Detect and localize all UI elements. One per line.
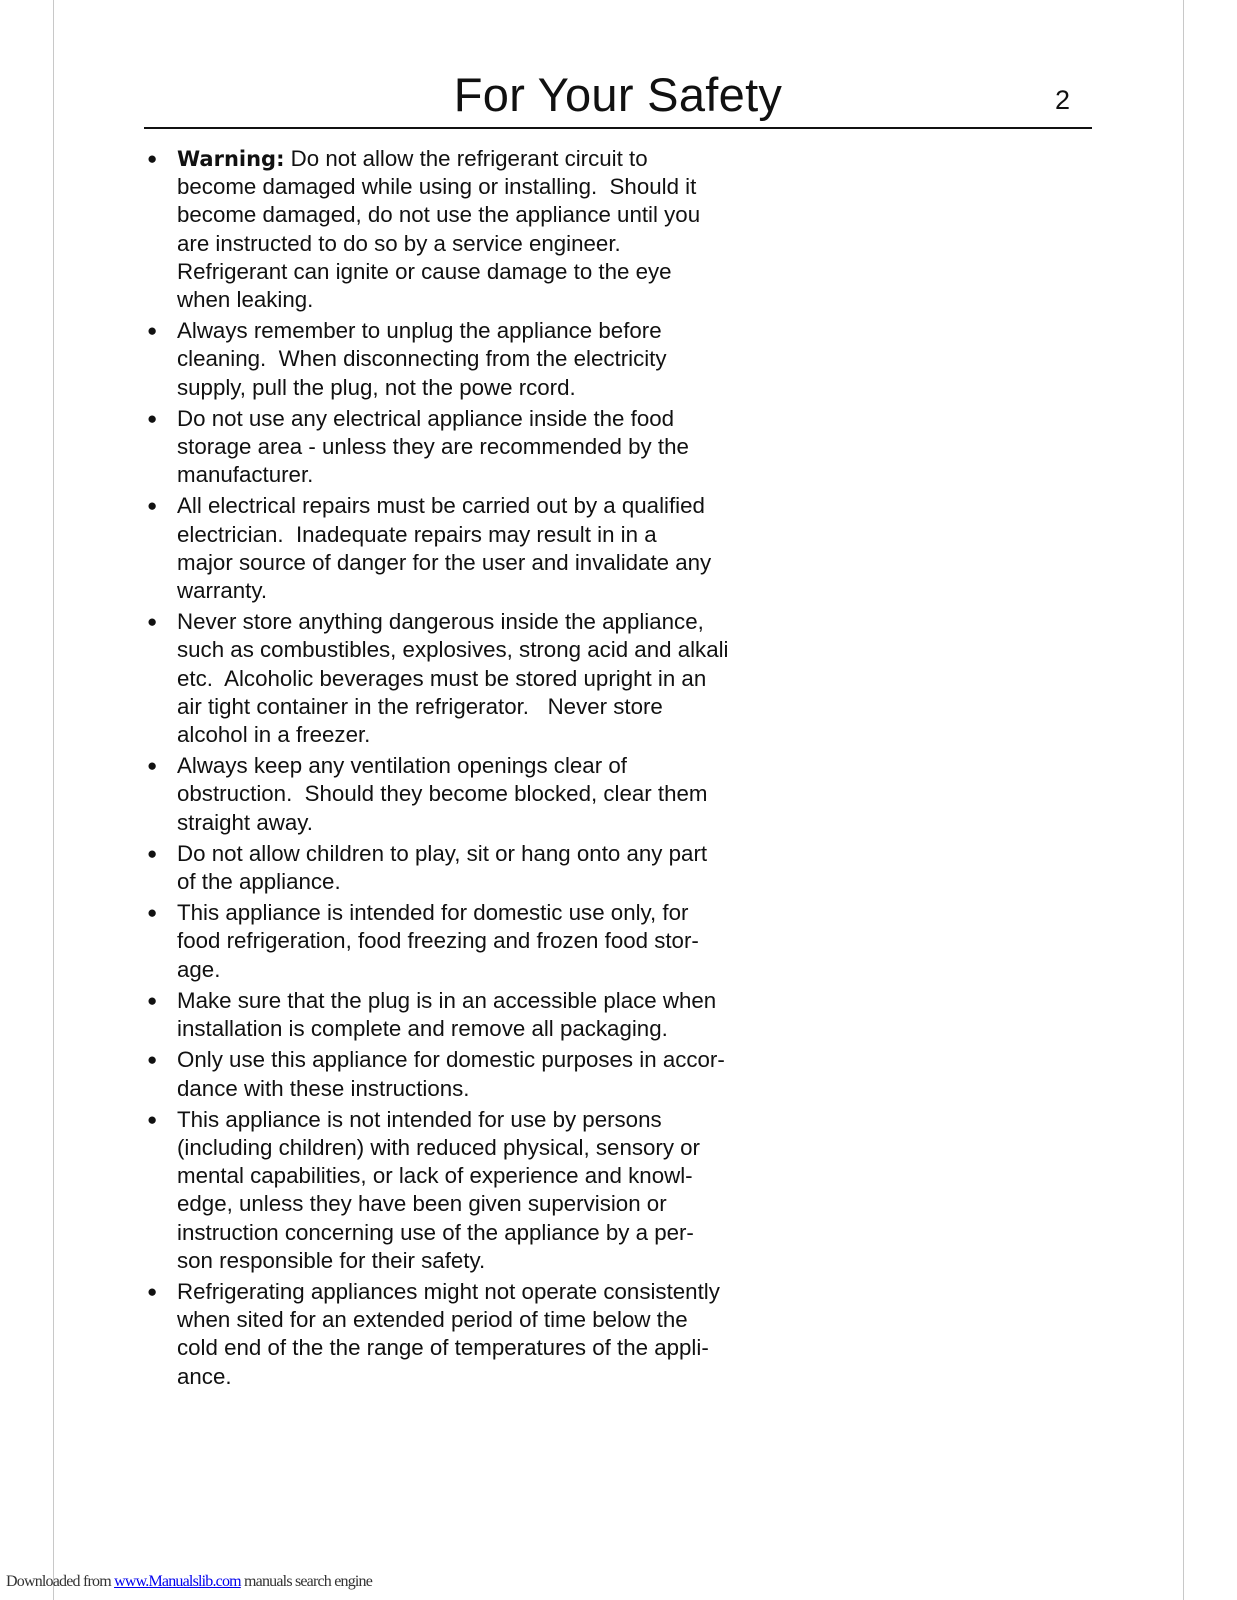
safety-item [144, 1106, 794, 1275]
safety-text-line: Always keep any ventilation openings clear of [177, 753, 627, 779]
safety-text-line: cold end of the the range of temperatures of the appli- [177, 1335, 709, 1361]
page-title: For Your Safety [453, 68, 783, 121]
bullet-icon: ● [147, 1281, 158, 1301]
safety-text-line: mental capabilities, or lack of experience and knowl- [177, 1163, 693, 1189]
safety-item [144, 492, 794, 605]
bullet-icon: ● [147, 990, 158, 1010]
safety-item [144, 1046, 794, 1102]
safety-item [144, 608, 794, 749]
safety-item [144, 317, 794, 402]
safety-text-line: etc. Alcoholic beverages must be stored upright in an [177, 665, 707, 691]
safety-text-line: Always remember to unplug the appliance before [177, 318, 662, 344]
safety-item [144, 987, 794, 1043]
safety-text-line: dance with these instructions. [177, 1075, 470, 1101]
page-edge-right [1183, 0, 1184, 1600]
safety-text-line: when sited for an extended period of time below the [177, 1307, 688, 1333]
safety-text-line: such as combustibles, explosives, strong acid and alkali [177, 637, 729, 663]
bullet-icon: ● [147, 496, 158, 516]
safety-text-line: are instructed to do so by a service engineer. [177, 230, 621, 256]
safety-text-line: All electrical repairs must be carried out by a qualified [177, 493, 705, 519]
bullet-icon: ● [147, 321, 158, 341]
safety-text-line: Do not allow children to play, sit or hang onto any part [177, 840, 708, 866]
safety-text-line: air tight container in the refrigerator. Never store [177, 693, 663, 719]
safety-text-line: edge, unless they have been given supervision or [177, 1191, 667, 1217]
safety-item [144, 405, 794, 490]
safety-text-line: son responsible for their safety. [177, 1247, 486, 1273]
safety-text-line: electrician. Inadequate repairs may result in in a [177, 521, 657, 547]
safety-text-line: when leaking. [177, 287, 314, 313]
safety-text-line: manufacturer. [177, 462, 314, 488]
page-edge-left [53, 0, 54, 1600]
safety-text-line: This appliance is not intended for use by persons [177, 1106, 662, 1132]
safety-text-line: Refrigerant can ignite or cause damage to the eye [177, 258, 672, 284]
safety-text-line: Do not use any electrical appliance inside the food [177, 405, 675, 431]
safety-text-line: This appliance is intended for domestic use only, for [177, 900, 689, 926]
footer-prefix: Downloaded from [6, 1573, 115, 1590]
safety-item [144, 752, 794, 837]
header-rule [144, 127, 1092, 129]
page-header [144, 66, 1092, 128]
safety-text-line [177, 145, 794, 173]
safety-item [144, 1278, 794, 1391]
safety-item [144, 840, 794, 896]
safety-text-line: warranty. [177, 578, 268, 604]
safety-text-line: ance. [177, 1363, 232, 1389]
safety-text-line: food refrigeration, food freezing and frozen food stor- [177, 928, 699, 954]
bullet-icon: ● [147, 408, 158, 428]
safety-text-line: become damaged, do not use the appliance until you [177, 202, 701, 228]
download-footer [6, 1573, 372, 1591]
bullet-icon: ● [147, 756, 158, 776]
safety-text-line: Make sure that the plug is in an accessible place when [177, 987, 717, 1013]
warning-label: Warning: [177, 147, 285, 171]
manualslib-link[interactable]: www.Manualslib.com [114, 1573, 241, 1590]
safety-item [144, 145, 794, 314]
safety-text-line: Never store anything dangerous inside the appliance, [177, 609, 704, 635]
safety-text-line: major source of danger for the user and invalidate any [177, 549, 712, 575]
safety-text-line: cleaning. When disconnecting from the electricity [177, 346, 667, 372]
bullet-icon: ● [147, 903, 158, 923]
safety-text-line: instruction concerning use of the appliance by a per- [177, 1219, 694, 1245]
safety-list [144, 145, 794, 1391]
safety-text-line: storage area - unless they are recommended by the [177, 434, 689, 460]
safety-text-line: obstruction. Should they become blocked, clear them [177, 781, 708, 807]
bullet-icon: ● [147, 612, 158, 632]
safety-text-line: installation is complete and remove all packaging. [177, 1016, 668, 1042]
bullet-icon: ● [147, 149, 158, 168]
bullet-icon: ● [147, 1050, 158, 1070]
safety-text-line: Refrigerating appliances might not operate consistently [177, 1278, 720, 1304]
safety-text-line: supply, pull the plug, not the powe rcord. [177, 374, 576, 400]
safety-text-line: straight away. [177, 809, 313, 835]
safety-text-line: of the appliance. [177, 869, 341, 895]
footer-suffix: manuals search engine [240, 1573, 373, 1590]
bullet-icon: ● [147, 1109, 158, 1129]
warning-text: Do not allow the refrigerant circuit to [284, 146, 648, 171]
safety-item [144, 899, 794, 984]
safety-text-line: alcohol in a freezer. [177, 722, 371, 748]
safety-text-line: (including children) with reduced physical, sensory or [177, 1134, 700, 1160]
safety-text-line: Only use this appliance for domestic purposes in accor- [177, 1047, 725, 1073]
safety-text-line: age. [177, 956, 221, 982]
bullet-icon: ● [147, 843, 158, 863]
page-number: 2 [1054, 85, 1070, 115]
safety-text-line: become damaged while using or installing. Should it [177, 174, 697, 200]
